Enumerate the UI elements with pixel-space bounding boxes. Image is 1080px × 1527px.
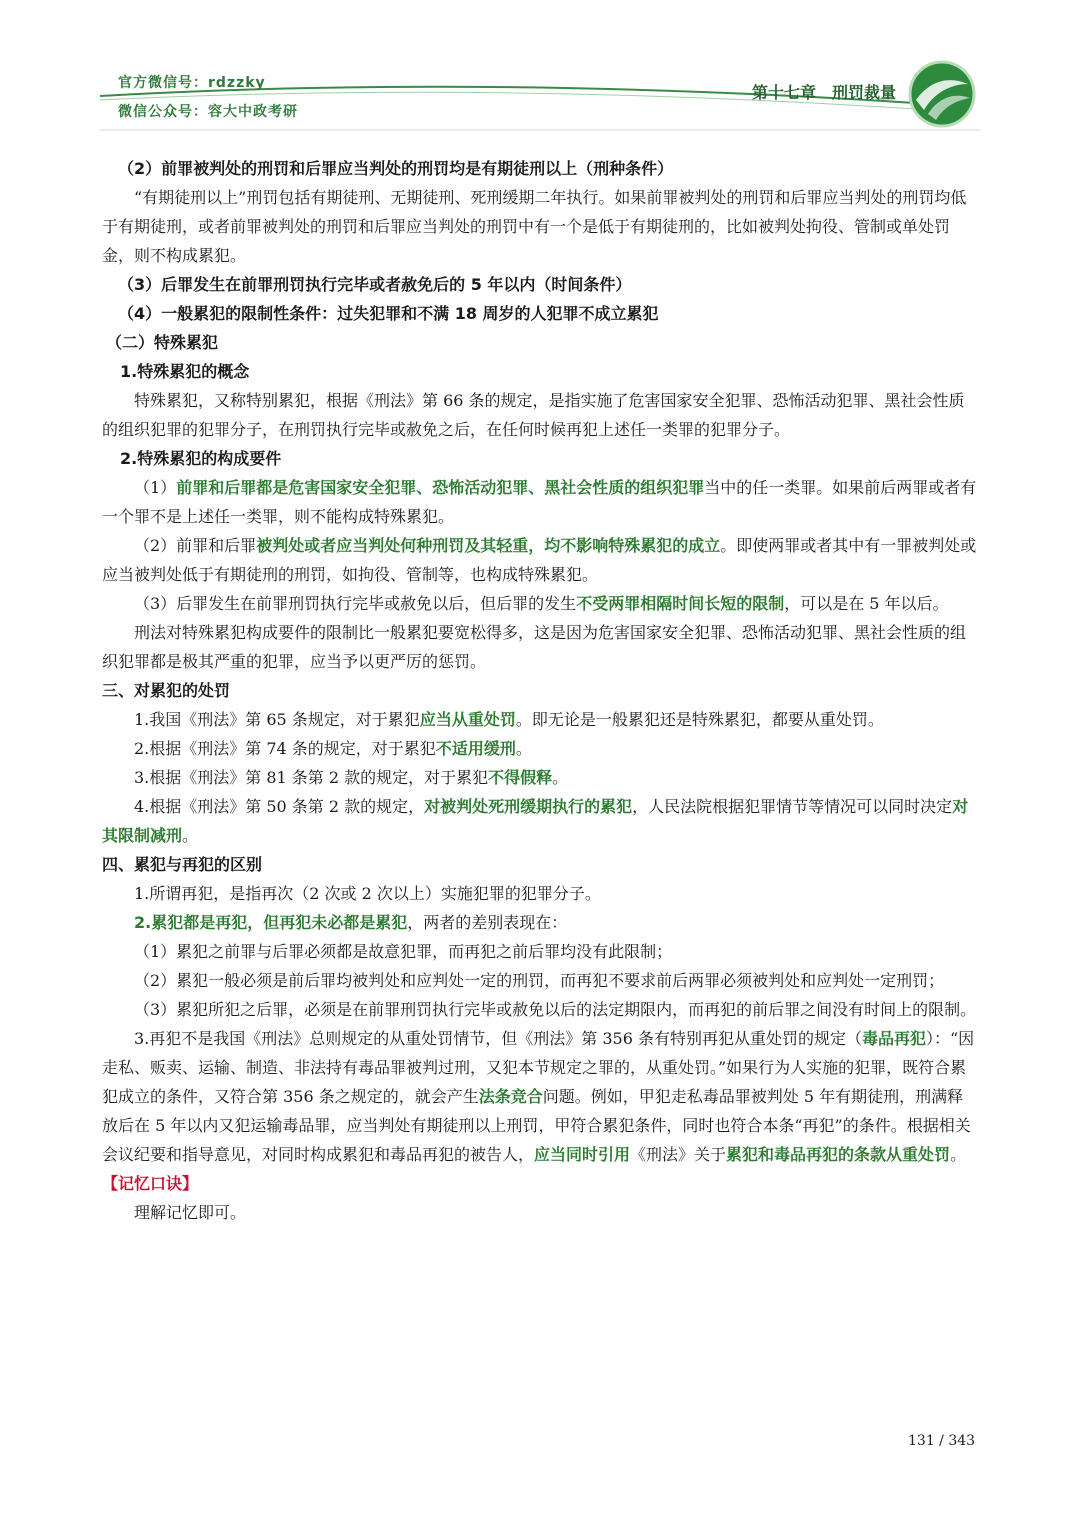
list-item: （1）累犯之前罪与后罪必须都是故意犯罪，而再犯之前后罪均没有此限制； — [134, 942, 673, 961]
highlight: 法条竞合 — [478, 1087, 543, 1106]
subheading-special-recidivism: （二）特殊累犯 — [106, 333, 219, 352]
highlight: 对被判处死刑缓期执行的累犯 — [424, 797, 633, 816]
page-header — [0, 0, 1080, 140]
condition-4: （4）一般累犯的限制性条件：过失犯罪和不满 18 周岁的人犯罪不成立累犯 — [118, 304, 659, 323]
condition-2: （2）前罪被判处的刑罚和后罪应当判处的刑罚均是有期徒刑以上（刑种条件） — [118, 159, 674, 178]
highlight: 前罪和后罪都是危害国家安全犯罪、恐怖活动犯罪、黑社会性质的组织犯罪 — [176, 478, 705, 497]
list-item: （3）累犯所犯之后罪，必须是在前罪刑罚执行完毕或赦免以后的法定期限内，而再犯的前后罪之间没有时间上的限制。 — [134, 1000, 977, 1019]
wechat-public-account: 微信公众号：容大中政考研 — [118, 104, 298, 120]
condition-3: （3）后罪发生在前罪刑罚执行完毕或者赦免后的 5 年以内（时间条件） — [118, 275, 632, 294]
highlight: 累犯和毒品再犯的条款从重处罚 — [726, 1145, 951, 1164]
section-heading-3: 三、对累犯的处罚 — [102, 681, 231, 700]
section-heading-4: 四、累犯与再犯的区别 — [102, 855, 263, 874]
paragraph: 刑法对特殊累犯构成要件的限制比一般累犯要宽松得多，这是因为危害国家安全犯罪、恐怖活动犯罪、黑社会性质的组织犯罪都是极其严重的犯罪，应当予以更严厉的惩罚。 — [102, 623, 967, 671]
paragraph: （1）前罪和后罪都是危害国家安全犯罪、恐怖活动犯罪、黑社会性质的组织犯罪当中的任一类罪。如果前后两罪或者有一个罪不是上述任一类罪，则不能构成特殊累犯。 — [102, 478, 977, 526]
list-item: （2）累犯一般必须是前后罪均被判处和应判处一定的刑罚，而再犯不要求前后两罪必须被判处和应判处一定刑罚； — [134, 971, 945, 990]
paragraph: （3）后罪发生在前罪刑罚执行完毕或赦免以后，但后罪的发生不受两罪相隔时间长短的限制，可以是在 5 年以后。 — [134, 594, 949, 613]
highlight: 对其限制减刑 — [102, 797, 969, 845]
highlight: 被判处或者应当判处何种刑罚及其轻重，均不影响特殊累犯的成立 — [256, 536, 721, 555]
brand-logo-icon — [906, 58, 978, 130]
highlight: 应当同时引用 — [534, 1145, 631, 1164]
list-item: 1.我国《刑法》第 65 条规定，对于累犯应当从重处罚。即无论是一般累犯还是特殊累犯，都要从重处罚。 — [134, 710, 884, 729]
memo-title: 【记忆口诀】 — [102, 1174, 199, 1193]
highlight: 毒品再犯 — [861, 1029, 926, 1048]
wechat-id: 官方微信号：rdzzky — [118, 75, 266, 91]
highlight: 应当从重处罚 — [419, 710, 516, 729]
highlight: 不适用缓刑 — [435, 739, 516, 758]
list-item: 3.再犯不是我国《刑法》总则规定的从重处罚情节，但《刑法》第 356 条有特别再犯从重处罚的规定（毒品再犯）：“因走私、贩卖、运输、制造、非法持有毒品罪被判过刑，又犯本节规定之罪的，从重处罚。”如果行为人实施的犯罪，既符合累犯成立的条件，又符合第 356 条之规定的，就会产生法条竞合问题。例如，甲犯走私毒品罪被判处 5 年有期徒刑，刑满释放后在 5 年以内又犯运输毒品罪，应当判处有期徒刑以上刑罚，甲符合累犯条件，同时也符合本条“再犯”的条件。根据相关会议纪要和指导意见，对同时构成累犯和毒品再犯的被告人，应当同时引用《刑法》关于累犯和毒品再犯的条款从重处罚。 — [102, 1029, 975, 1164]
paragraph: “有期徒刑以上”刑罚包括有期徒刑、无期徒刑、死刑缓期二年执行。如果前罪被判处的刑罚和后罪应当判处的刑罚均低于有期徒刑，或者前罪被判处的刑罚和后罪应当判处的刑罚中有一个是低于有期徒刑的，比如被判处拘役、管制或单处罚金，则不构成累犯。 — [102, 188, 967, 265]
paragraph: 特殊累犯，又称特别累犯，根据《刑法》第 66 条的规定，是指实施了危害国家安全犯罪、恐怖活动犯罪、黑社会性质的组织犯罪的犯罪分子，在刑罚执行完毕或赦免之后，在任何时候再犯上述任一类罪的犯罪分子。 — [102, 391, 965, 439]
memo-text: 理解记忆即可。 — [134, 1203, 247, 1222]
list-item: 2.累犯都是再犯，但再犯未必都是累犯，两者的差别表现在： — [134, 913, 568, 932]
list-item: 1.所谓再犯，是指再次（2 次或 2 次以上）实施犯罪的犯罪分子。 — [134, 884, 601, 903]
highlight: 2.累犯都是再犯，但再犯未必都是累犯 — [134, 913, 408, 932]
list-item: 3.根据《刑法》第 81 条第 2 款的规定，对于累犯不得假释。 — [134, 768, 569, 787]
chapter-title: 第十七章 刑罚裁量 — [752, 83, 897, 102]
page-number: 131 / 343 — [908, 1433, 976, 1449]
page-body — [102, 154, 978, 1227]
highlight: 不受两罪相隔时间长短的限制 — [576, 594, 785, 613]
subheading-concept: 1.特殊累犯的概念 — [120, 362, 250, 381]
subheading-elements: 2.特殊累犯的构成要件 — [120, 449, 282, 468]
highlight: 不得假释 — [488, 768, 553, 787]
list-item: 2.根据《刑法》第 74 条的规定，对于累犯不适用缓刑。 — [134, 739, 532, 758]
list-item: 4.根据《刑法》第 50 条第 2 款的规定，对被判处死刑缓期执行的累犯，人民法院根据犯罪情节等情况可以同时决定对其限制减刑。 — [102, 797, 969, 845]
paragraph: （2）前罪和后罪被判处或者应当判处何种刑罚及其轻重，均不影响特殊累犯的成立。即使两罪或者其中有一罪被判处或应当被判处低于有期徒刑的刑罚，如拘役、管制等，也构成特殊累犯。 — [102, 536, 977, 584]
